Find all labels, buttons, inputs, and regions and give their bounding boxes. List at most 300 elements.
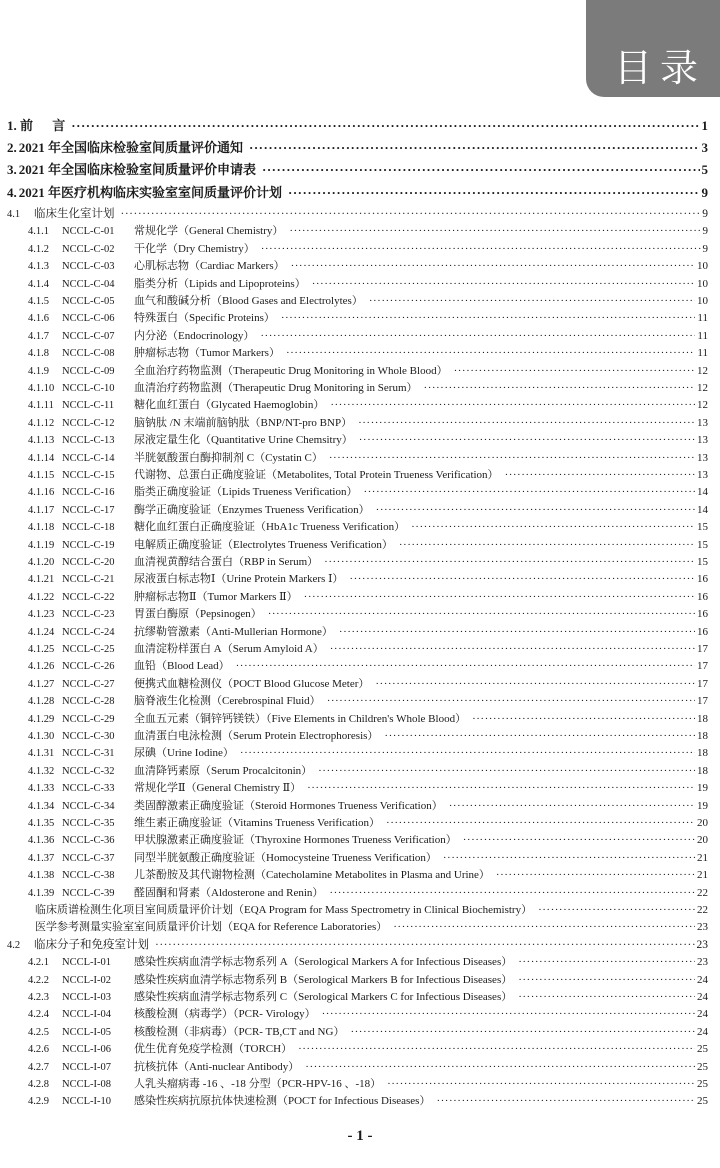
toc-entry-number: 4.1.19: [28, 539, 55, 551]
toc-entry-code: NCCL-C-34: [62, 800, 115, 812]
toc-entry-number: 4.1.33: [28, 783, 55, 795]
toc-entry[interactable]: [0, 1006, 720, 1023]
toc-entry-title: 干化学（Dry Chemistry）: [134, 242, 255, 255]
dot-leader: [312, 276, 695, 293]
toc-entry-page: 22: [697, 904, 708, 916]
toc-entry-page: 15: [697, 521, 708, 534]
toc-entry[interactable]: [0, 676, 720, 693]
toc-entry-title: 糖化血红蛋白（Glycated Haemoglobin）: [134, 399, 325, 412]
toc-entry[interactable]: [0, 711, 720, 728]
toc-entry-code: NCCL-C-36: [62, 835, 115, 847]
toc-entry-number: 4.1.9: [28, 365, 49, 377]
toc-entry-title: 常规化学Ⅱ（General Chemistry Ⅱ）: [134, 782, 302, 795]
toc-entry-code: NCCL-C-03: [62, 261, 115, 273]
toc-entry[interactable]: [0, 1024, 720, 1041]
toc-entry-number: 4.2.8: [28, 1079, 49, 1090]
toc-main-entry[interactable]: [0, 183, 720, 203]
toc-entry-title: 甲状腺激素正确度验证（Thyroxine Hormones Trueness Verification）: [134, 834, 457, 847]
toc-entry-page: 1: [701, 118, 708, 133]
toc-entry[interactable]: [0, 502, 720, 519]
toc-entry-page: 15: [697, 538, 708, 551]
toc-entry-number: 4.1.1: [28, 226, 49, 238]
toc-entry[interactable]: [0, 1076, 720, 1093]
toc-entry[interactable]: [0, 763, 720, 780]
dot-leader: [399, 537, 695, 554]
toc-entry-title: 全血五元素（铜锌钙镁铁）（Five Elements in Children's Whole Blood）: [134, 712, 467, 725]
toc-entry-number: 4.1.37: [28, 852, 55, 864]
dot-leader: [518, 972, 695, 989]
toc-entry-number: 4.2.7: [28, 1061, 49, 1073]
toc-entry-number: 4.1.16: [28, 487, 55, 499]
toc-entry[interactable]: [0, 241, 720, 258]
toc-entry[interactable]: [0, 641, 720, 658]
toc-entry-title: 优生优育免疫学检测（TORCH）: [134, 1043, 293, 1056]
toc-entry-code: NCCL-C-20: [62, 557, 115, 568]
toc-entry-page: 18: [697, 747, 708, 760]
toc-entry-code: NCCL-C-39: [62, 887, 115, 899]
dot-leader: [375, 676, 695, 693]
toc-entry-number: 4.1.17: [28, 504, 55, 516]
dot-leader: [236, 658, 695, 675]
toc-entry-page: 24: [697, 991, 708, 1003]
page-number: - 1 -: [347, 1128, 373, 1144]
dot-leader: [240, 745, 695, 762]
toc-entry-title: 肿瘤标志物（Tumor Markers）: [134, 347, 280, 360]
dot-leader: [424, 380, 695, 397]
toc-entry-page: 14: [697, 503, 708, 516]
toc-entry-title: 脑钠肽 /N 末端前脑钠肽（BNP/NT-pro BNP）: [134, 416, 353, 429]
toc-entry-number: 4.2.1: [28, 957, 49, 969]
toc-entry-title: 临床生化室计划: [34, 208, 115, 220]
toc-entry[interactable]: [0, 363, 720, 380]
toc-entry-title: 血清视黄醇结合蛋白（RBP in Serum）: [134, 556, 319, 568]
toc-entry-page: 17: [697, 643, 708, 655]
toc-entry[interactable]: [0, 798, 720, 815]
toc-entry-title: 临床质谱检测生化项目室间质量评价计划（EQA Program for Mass Spectrometry in Clinical Biochemistry）: [35, 904, 533, 916]
toc-entry-number: 1. 前: [7, 118, 34, 133]
toc-entry-title: 代谢物、总蛋白正确度验证（Metabolites, Total Protein Trueness Verification）: [134, 469, 499, 481]
toc-entry-title: 临床分子和免疫室计划: [34, 938, 149, 951]
toc-entry-code: NCCL-C-27: [62, 678, 115, 690]
toc-entry-number: 4.2.6: [28, 1044, 49, 1056]
toc-entry-title: 糖化血红蛋白正确度验证（HbA1c Trueness Verification）: [134, 521, 406, 534]
toc-entry-number: 4.2.2: [28, 974, 49, 986]
toc-entry-page: 25: [697, 1060, 708, 1073]
toc-entry-number: 4.1.6: [28, 313, 49, 325]
toc-entry-number: 4.1.35: [28, 818, 55, 829]
toc-entry-code: NCCL-C-17: [62, 504, 115, 516]
toc-entry-code: NCCL-C-16: [62, 487, 115, 499]
toc-entry-title: 脂类分析（Lipids and Lipoproteins）: [134, 277, 306, 290]
dot-leader: [327, 693, 695, 710]
dot-leader: [358, 415, 695, 432]
dot-leader: [518, 989, 695, 1006]
dot-leader: [289, 223, 700, 240]
toc-entry-code: NCCL-C-05: [62, 296, 115, 307]
toc-entry-code: NCCL-C-29: [62, 713, 115, 725]
toc-entry[interactable]: [0, 885, 720, 902]
toc-entry-title: 肿瘤标志物Ⅱ（Tumor Markers Ⅱ）: [134, 590, 298, 603]
toc-entry-code: NCCL-C-11: [62, 400, 115, 412]
toc-entry[interactable]: [0, 815, 720, 832]
toc-entry-page: 11: [697, 329, 708, 342]
toc-entry[interactable]: [0, 397, 720, 414]
toc-entry[interactable]: [0, 954, 720, 971]
toc-entry-code: NCCL-C-32: [62, 765, 115, 777]
toc-entry-title: 2021 年全国临床检验室间质量评价申请表: [18, 162, 257, 177]
dot-leader: [304, 589, 695, 606]
toc-entry-page: 23: [697, 921, 708, 934]
dot-leader: [384, 728, 695, 745]
dot-leader: [449, 798, 695, 815]
toc-entry-title: 脂类正确度验证（Lipids Trueness Verification）: [134, 486, 358, 499]
toc-entry-title: 核酸检测（非病毒）（PCR- TB,CT and NG）: [134, 1025, 345, 1038]
toc-entry-title: 血气和酸碱分析（Blood Gases and Electrolytes）: [134, 295, 363, 307]
toc-entry[interactable]: [0, 554, 720, 571]
toc-entry[interactable]: [0, 415, 720, 432]
toc-entry[interactable]: [0, 606, 720, 623]
dot-leader: [363, 484, 695, 501]
toc-entry-code: NCCL-I-02: [62, 974, 111, 986]
toc-entry[interactable]: [0, 972, 720, 989]
toc-entry-title: 尿碘（Urine Iodine）: [134, 747, 234, 760]
toc-entry-number: 4.1.38: [28, 870, 55, 882]
toc-entry-code: NCCL-C-12: [62, 417, 115, 429]
toc-entry[interactable]: [0, 832, 720, 849]
toc-entry-page: 11: [697, 347, 708, 360]
toc-entry[interactable]: [0, 658, 720, 675]
toc-entry-page: 5: [701, 162, 708, 177]
toc-entry-title: 感染性疾病血清学标志物系列 B（Serological Markers B for Infectious Diseases）: [134, 973, 513, 986]
toc-entry-number: 4.1.12: [28, 417, 55, 429]
toc-entry-code: NCCL-C-13: [62, 435, 115, 447]
toc-entry-number: 4.1.7: [28, 330, 49, 342]
toc-entry[interactable]: [0, 1041, 720, 1058]
toc-entry-page: 23: [697, 956, 708, 969]
dot-leader: [268, 606, 695, 623]
toc-entry-number: 4.1.32: [28, 765, 55, 777]
toc-entry-page: 23: [696, 938, 708, 951]
dot-leader: [298, 1041, 695, 1058]
toc-entry-page: 18: [697, 764, 708, 777]
dot-leader: [155, 937, 695, 954]
toc-entry-page: 3: [701, 140, 708, 155]
toc-entry-code: NCCL-C-18: [62, 522, 115, 534]
toc-entry-page: 16: [697, 625, 708, 638]
dot-leader: [291, 258, 695, 275]
toc-entry[interactable]: [0, 1059, 720, 1076]
toc-entry-title: 人乳头瘤病毒 -16 、-18 分型（PCR-HPV-16 、-18）: [134, 1078, 382, 1090]
dot-leader: [324, 554, 695, 571]
toc-entry[interactable]: [0, 693, 720, 710]
toc-entry-number: 4.1.22: [28, 591, 55, 603]
toc-main-entry[interactable]: [0, 138, 720, 158]
dot-leader: [262, 160, 699, 180]
toc-entry-page: 24: [697, 973, 708, 986]
dot-leader: [387, 1076, 695, 1093]
toc-entry[interactable]: [0, 432, 720, 449]
toc-entry-page: 14: [697, 486, 708, 499]
toc-entry[interactable]: [0, 850, 720, 867]
toc-entry[interactable]: [0, 624, 720, 641]
toc-entry-title: 血清降钙素原（Serum Procalcitonin）: [134, 764, 313, 777]
toc-entry[interactable]: [0, 537, 720, 554]
toc-entry[interactable]: [0, 989, 720, 1006]
dot-leader: [288, 183, 699, 203]
toc-entry-page: 13: [697, 451, 708, 464]
toc-main-entry[interactable]: [0, 160, 720, 180]
toc-entry-title: 尿液蛋白标志物Ⅰ（Urine Protein Markers Ⅰ）: [134, 573, 344, 586]
toc-entry-page: 16: [697, 573, 708, 586]
toc-entry[interactable]: [0, 919, 720, 936]
toc-entry-number: 3.: [7, 162, 17, 177]
toc-entry-page: 9: [702, 242, 708, 255]
toc-entry-title: 心肌标志物（Cardiac Markers）: [134, 260, 285, 273]
toc-entry-number: 4.1.11: [28, 400, 54, 412]
toc-entry[interactable]: [0, 902, 720, 919]
dot-leader: [411, 519, 695, 536]
toc-entry-page: 20: [697, 834, 708, 847]
toc-entry[interactable]: [0, 467, 720, 484]
toc-entry-title: 全血治疗药物监测（Therapeutic Drug Monitoring in Whole Blood）: [134, 364, 448, 377]
dot-leader: [281, 310, 696, 327]
toc-entry-title: 核酸检测（病毒学）（PCR- Virology）: [134, 1008, 316, 1021]
toc-entry-page: 25: [697, 1078, 708, 1090]
toc-entry-page: 25: [697, 1095, 708, 1108]
toc-main-entry[interactable]: [0, 116, 720, 136]
toc-entry-code: NCCL-C-19: [62, 539, 115, 551]
toc-entry[interactable]: [0, 589, 720, 606]
toc-entry-code: NCCL-I-01: [62, 957, 111, 969]
toc-entry-number: 4.1.30: [28, 731, 55, 742]
toc-entry-title: 医学参考测量实验室室间质量评价计划（EQA for Reference Laboratories）: [35, 921, 388, 934]
toc-entry-title: 儿茶酚胺及其代谢物检测（Catecholamine Metabolites in Plasma and Urine）: [134, 869, 490, 882]
toc-entry-page: 25: [697, 1043, 708, 1056]
toc-entry[interactable]: [0, 345, 720, 362]
toc-entry-code: NCCL-I-06: [62, 1044, 111, 1056]
toc-entry-number: 4.2.3: [28, 992, 49, 1003]
toc-entry-code: NCCL-C-31: [62, 748, 115, 760]
dot-leader: [329, 885, 695, 902]
toc-entry-number: 4.1.18: [28, 522, 55, 534]
dot-leader: [307, 780, 695, 797]
toc-entry[interactable]: [0, 310, 720, 327]
toc-entry-number: 4.1.13: [28, 435, 55, 447]
toc-entry-title: 血清蛋白电泳检测（Serum Protein Electrophoresis）: [134, 730, 379, 742]
toc-entry-number: 4.1.10: [28, 383, 55, 394]
toc-entry-title: 抗核抗体（Anti-nuclear Antibody）: [134, 1060, 300, 1073]
toc-entry-number: 4.1.20: [28, 557, 55, 568]
toc-entry-page: 9: [702, 208, 708, 220]
toc-entry-code: NCCL-C-28: [62, 696, 115, 708]
dot-leader: [349, 571, 695, 588]
toc-entry-code: NCCL-C-09: [62, 365, 115, 377]
dot-leader: [286, 345, 695, 362]
toc-entry-number: 4.1.26: [28, 661, 55, 673]
toc-entry-code: NCCL-C-10: [62, 383, 115, 394]
toc-entry-page: 20: [697, 817, 708, 829]
toc-entry-code: NCCL-C-04: [62, 278, 115, 290]
dot-leader: [376, 502, 695, 519]
toc-entry-page: 19: [697, 782, 708, 795]
toc-entry-page: 18: [697, 730, 708, 742]
toc-entry-code: NCCL-C-35: [62, 818, 115, 829]
toc-entry-page: 13: [697, 469, 708, 481]
toc-entry-title: 言: [52, 118, 66, 133]
toc-entry-code: NCCL-C-02: [62, 243, 115, 255]
toc-entry-code: NCCL-C-21: [62, 574, 115, 586]
toc-entry[interactable]: [0, 450, 720, 467]
toc-entry-number: 4.1.29: [28, 713, 55, 725]
section-title: 目录: [613, 46, 706, 90]
toc-entry-number: 4.1.23: [28, 609, 55, 621]
toc-entry-number: 4.1.5: [28, 296, 49, 307]
toc-entry-title: 半胱氨酸蛋白酶抑制剂 C（Cystatin C）: [134, 451, 323, 464]
toc-entry[interactable]: [0, 484, 720, 501]
toc-entry[interactable]: [0, 293, 720, 310]
toc-entry-page: 21: [697, 851, 708, 864]
toc-entry-number: 4.1: [7, 209, 21, 220]
toc-entry-code: NCCL-C-24: [62, 626, 115, 638]
toc-entry[interactable]: [0, 867, 720, 884]
toc-entry-number: 4.1.28: [28, 696, 55, 708]
dot-leader: [436, 1093, 695, 1110]
dot-leader: [261, 241, 701, 258]
toc-entry-page: 12: [697, 382, 708, 394]
toc-entry[interactable]: [0, 276, 720, 293]
toc-entry[interactable]: [0, 380, 720, 397]
dot-leader: [121, 206, 701, 223]
section-tab: [586, 0, 720, 97]
dot-leader: [472, 711, 695, 728]
toc-entry-number: 4.1.36: [28, 835, 55, 847]
toc-entry[interactable]: [0, 780, 720, 797]
toc-entry-title: 感染性疾病抗原抗体快速检测（POCT for Infectious Diseases）: [134, 1095, 431, 1108]
toc-entry[interactable]: [0, 745, 720, 762]
toc-entry-page: 16: [697, 590, 708, 603]
toc-entry[interactable]: [0, 258, 720, 275]
toc-entry-number: 4.1.15: [28, 470, 55, 481]
toc-entry-number: 4.1.3: [28, 261, 49, 273]
toc-entry-code: NCCL-I-10: [62, 1096, 111, 1108]
toc-entry-page: 24: [697, 1025, 708, 1038]
toc-entry-page: 13: [697, 416, 708, 429]
toc-entry-page: 12: [697, 364, 708, 377]
toc-entry-title: 抗缪勒管激素（Anti-Mullerian Hormone）: [134, 625, 333, 638]
toc-entry-code: NCCL-I-07: [62, 1061, 111, 1073]
toc-entry-title: 特殊蛋白（Specific Proteins）: [134, 312, 275, 325]
toc-entry[interactable]: [0, 1093, 720, 1110]
toc-entry-title: 血清治疗药物监测（Therapeutic Drug Monitoring in Serum）: [134, 382, 418, 394]
dot-leader: [496, 867, 695, 884]
toc-entry-page: 10: [697, 295, 708, 307]
toc-entry-title: 胃蛋白酶原（Pepsinogen）: [134, 608, 262, 621]
toc-entry-title: 常规化学（General Chemistry）: [134, 225, 284, 238]
toc-section-entry[interactable]: [0, 937, 720, 954]
dot-leader: [339, 624, 695, 641]
dot-leader: [505, 467, 695, 484]
toc-entry-page: 22: [697, 886, 708, 899]
dot-leader: [71, 116, 699, 136]
toc-entry-page: 12: [697, 399, 708, 412]
toc-entry-title: 血铅（Blood Lead）: [134, 660, 230, 673]
toc-entry[interactable]: [0, 328, 720, 345]
toc-entry-code: NCCL-C-26: [62, 661, 115, 673]
toc-entry-number: 4.1.14: [28, 452, 55, 464]
toc-entry[interactable]: [0, 519, 720, 536]
toc-entry-code: NCCL-I-04: [62, 1009, 111, 1021]
dot-leader: [330, 397, 695, 414]
toc-entry-code: NCCL-C-23: [62, 609, 115, 621]
toc-entry-number: 4.1.4: [28, 278, 49, 290]
toc-entry-code: NCCL-C-07: [62, 330, 115, 342]
dot-leader: [249, 138, 699, 158]
toc-entry-code: NCCL-C-06: [62, 313, 115, 325]
toc-entry-title: 同型半胱氨酸正确度验证（Homocysteine Trueness Verification）: [134, 851, 437, 864]
toc-entry-title: 类固醇激素正确度验证（Steroid Hormones Trueness Verification）: [134, 799, 443, 812]
toc-entry-title: 2021 年医疗机构临床实验室室间质量评价计划: [18, 185, 283, 200]
toc-entry-number: 4.2.9: [28, 1096, 49, 1108]
toc-entry-title: 内分泌（Endocrinology）: [134, 329, 255, 342]
toc-entry-page: 10: [697, 277, 708, 290]
toc-entry-page: 24: [697, 1008, 708, 1021]
toc-entry[interactable]: [0, 571, 720, 588]
dot-leader: [443, 850, 695, 867]
toc-entry-number: 4.2: [7, 939, 21, 951]
toc-entry-page: 18: [697, 712, 708, 725]
toc-entry[interactable]: [0, 223, 720, 240]
dot-leader: [350, 1024, 695, 1041]
toc-entry[interactable]: [0, 728, 720, 745]
toc-entry-title: 血清淀粉样蛋白 A（Serum Amyloid A）: [134, 643, 324, 655]
dot-leader: [369, 293, 695, 310]
toc-entry-code: NCCL-C-30: [62, 731, 115, 742]
toc-entry-number: 4.1.31: [28, 748, 55, 760]
toc-section-entry[interactable]: [0, 206, 720, 223]
toc-entry-number: 4.: [7, 185, 17, 200]
toc-entry-page: 19: [697, 799, 708, 812]
toc-entry-page: 21: [697, 869, 708, 882]
dot-leader: [305, 1059, 695, 1076]
toc-entry-page: 16: [697, 608, 708, 621]
toc-entry-number: 2.: [7, 140, 17, 155]
toc-entry-page: 9: [702, 225, 708, 238]
toc-entry-title: 便携式血糖检测仪（POCT Blood Glucose Meter）: [134, 677, 370, 690]
toc-entry-title: 脑脊液生化检测（Cerebrospinal Fluid）: [134, 695, 321, 708]
toc-entry-title: 醛固酮和肾素（Aldosterone and Renin）: [134, 886, 324, 899]
toc-entry-title: 维生素正确度验证（Vitamins Trueness Verification）: [134, 817, 381, 829]
toc-entry-page: 10: [697, 260, 708, 273]
toc-entry-page: 15: [697, 556, 708, 568]
toc-entry-code: NCCL-C-38: [62, 870, 115, 882]
dot-leader: [386, 815, 695, 832]
toc-entry-page: 17: [697, 677, 708, 690]
toc-entry-title: 电解质正确度验证（Electrolytes Trueness Verification）: [134, 538, 393, 551]
toc-entry-code: NCCL-I-05: [62, 1026, 111, 1038]
toc-entry-page: 17: [697, 695, 708, 708]
toc-entry-code: NCCL-C-22: [62, 591, 115, 603]
toc-entry-code: NCCL-C-25: [62, 644, 115, 655]
toc-entry-code: NCCL-C-01: [62, 226, 115, 238]
dot-leader: [329, 450, 695, 467]
toc-entry-number: 4.1.21: [28, 574, 55, 586]
toc-entry-title: 2021 年全国临床检验室间质量评价通知: [18, 140, 244, 155]
toc-entry-code: NCCL-I-08: [62, 1079, 111, 1090]
toc-entry-number: 4.1.24: [28, 626, 55, 638]
toc-entry-title: 尿液定量生化（Quantitative Urine Chemsitry）: [134, 434, 353, 447]
toc-entry-title: 感染性疾病血清学标志物系列 A（Serological Markers A for Infectious Diseases）: [134, 956, 513, 969]
toc-entry-code: NCCL-C-14: [62, 452, 115, 464]
